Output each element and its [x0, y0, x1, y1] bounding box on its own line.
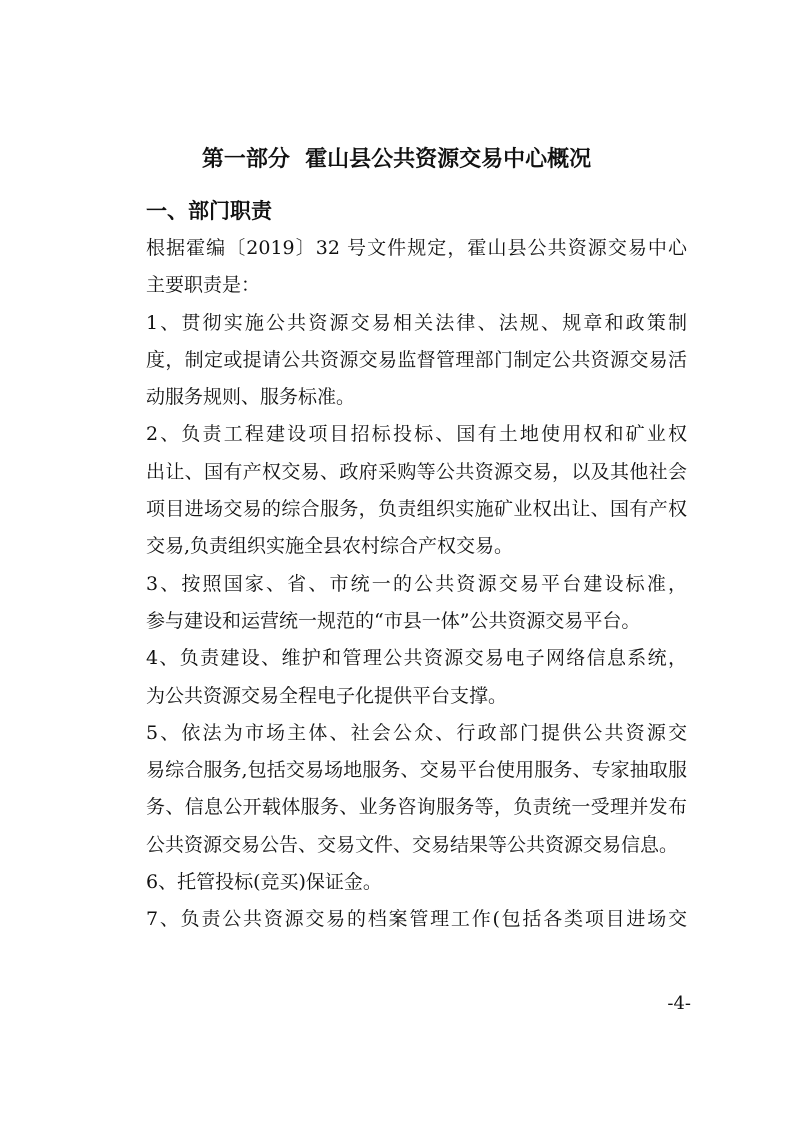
paragraph-duty-3: [107, 566, 687, 641]
text-line: 动服务规则、服务标准。: [146, 386, 356, 409]
body-text: [107, 230, 687, 939]
text-line: 为公共资源交易全程电子化提供平台支撑。: [146, 684, 508, 707]
text-line: 6、托管投标(竞买)保证金。: [146, 871, 382, 894]
text-line: 公共资源交易公告、交易文件、交易结果等公共资源交易信息。: [146, 833, 679, 856]
section-heading: 一、部门职责: [146, 199, 272, 223]
text-line: 易综合服务,包括交易场地服务、交易平台使用服务、专家抽取服: [146, 759, 687, 782]
paragraph-duty-7: [107, 901, 687, 938]
paragraph-duty-5: [107, 715, 687, 864]
text-line: 根据霍编〔2019〕32 号文件规定，霍山县公共资源交易中心: [146, 237, 687, 259]
paragraph-duty-2: [107, 416, 687, 565]
text-line: 务、信息公开载体服务、业务咨询服务等，负责统一受理并发布: [146, 796, 687, 819]
page-title: 第一部分 霍山县公共资源交易中心概况: [201, 147, 592, 172]
page-number: -4-: [667, 993, 691, 1014]
text-line: 4、负责建设、维护和管理公共资源交易电子网络信息系统，: [146, 647, 687, 670]
text-line: 7、负责公共资源交易的档案管理工作(包括各类项目进场交: [146, 908, 687, 931]
text-line: 项目进场交易的综合服务，负责组织实施矿业权出让、国有产权: [146, 498, 687, 521]
paragraph-duty-6: [107, 864, 687, 901]
paragraph-duty-1: [107, 305, 687, 417]
text-line: 交易,负责组织实施全县农村综合产权交易。: [146, 535, 514, 558]
text-line: 5、依法为市场主体、社会公众、行政部门提供公共资源交: [146, 721, 687, 744]
text-line: 主要职责是：: [146, 274, 261, 297]
paragraph-intro: [107, 230, 687, 305]
text-line: 2、负责工程建设项目招标投标、国有土地使用权和矿业权: [146, 423, 687, 446]
text-line: 3、按照国家、省、市统一的公共资源交易平台建设标准，: [146, 572, 687, 595]
text-line: 参与建设和运营统一规范的“市县一体”公共资源交易平台。: [146, 609, 641, 632]
text-line: 1、贯彻实施公共资源交易相关法律、法规、规章和政策制: [146, 311, 687, 334]
paragraph-duty-4: [107, 640, 687, 715]
text-line: 度，制定或提请公共资源交易监督管理部门制定公共资源交易活: [146, 348, 687, 371]
text-line: 出让、国有产权交易、政府采购等公共资源交易，以及其他社会: [146, 460, 687, 483]
